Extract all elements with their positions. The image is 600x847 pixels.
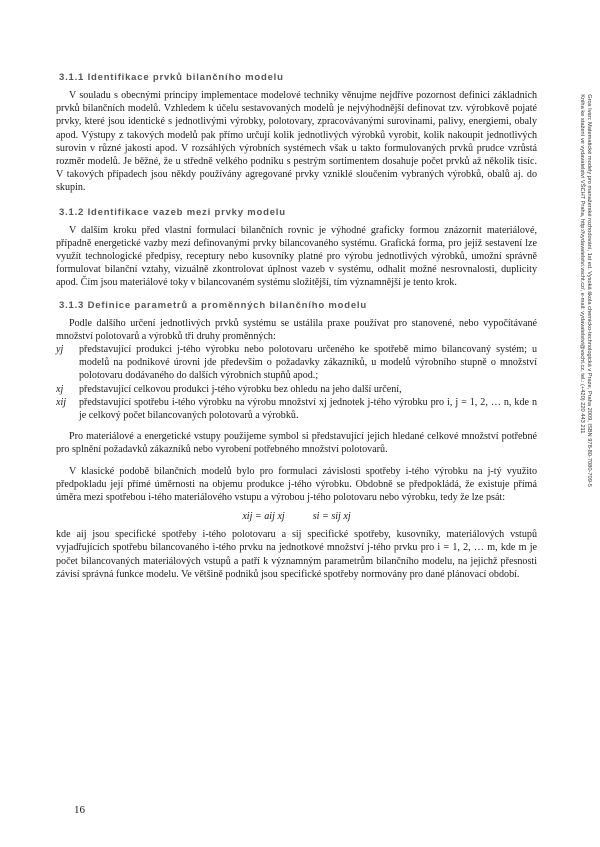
equation-xij: xij = aij xj [242, 511, 285, 523]
section-heading-3-1-3: 3.1.3 Definice parametrů a proměnných bilančního modelu [59, 299, 367, 311]
section-heading-3-1-2: 3.1.2 Identifikace vazeb mezi prvky modelu [59, 206, 286, 218]
definition-row [56, 383, 537, 396]
material-inputs-paragraph: Pro materiálové a energetické vstupy použijeme symbol si představující jejich hledané celkové množství potřebné pro splnění požadavků zákazníků nebo vyrobení potřebného množství polotovarů. [56, 431, 537, 456]
text-column [56, 72, 537, 581]
side-note-download: Kniha ke stažení ve vydavatelství VŠCHT Praha, http://vydavatelstvi.vscht.cz/, e-mail: vydavatelstvi@vscht.cz, tel.: (+420) 220 443 211 [579, 94, 585, 434]
side-note-citation: Gros Ivan: Matematické modely pro manažerské rozhodování, 1st ed. Vysoká škola chemicko-technologická v Praze, Praha 2009, ISBN 978-80-7080-709-5 [586, 94, 593, 487]
definition-row [56, 343, 537, 383]
section-heading-3-1-1: 3.1.1 Identifikace prvků bilančního modelu [59, 72, 284, 83]
definition-text: představující spotřebu i-tého výrobku na výrobu množství xj jednotek j-tého výrobku pro i, j = 1, 2, … n, kde n je celkový počet bilancovaných polotovarů a výrobků. [79, 396, 537, 422]
proportionality-paragraph: V klasické podobě bilančních modelů bylo pro formulaci závislosti spotřeby i-tého výrobku na j-tý využito předpokladu její přímé úměrnosti na objemu produkce j-tého výrobku. Obdobně se předpokládá, že existuje přímá úměra mezi spotřebou i-tého materiálového vstupu a výrobou j-tého polotovaru nebo výrobku, tedy že lze psát: [56, 465, 537, 504]
section-3-1-2-paragraph: V dalším kroku před vlastní formulací bilančních rovnic je výhodné graficky formou znázornit materiálové, případně energetické vazby mezi definovanými prvky bilancovaného systému. Grafická forma, pro jejíž sestavení lze využít technologické předpisy, receptury nebo kusovníky platné pro výrobu jednotlivých výrobků, umožní správně formulovat bilanční vztahy, vizuálně zkontrolovat úplnost vazeb v systému, odhalit možné nesrovnalosti, duplicity apod. Čím jsou materiálové toky v bilancovaném systému složitější, tím významnější je tento krok. [56, 224, 537, 289]
equation-si: si = sij xj [312, 511, 351, 523]
equations [56, 510, 537, 524]
page-number: 16 [74, 804, 85, 816]
definition-row [56, 396, 537, 422]
variable-definitions [56, 343, 537, 422]
section-3-1-3-intro: Podle dalšího určení jednotlivých prvků systému se ustálila praxe používat pro stanovené, nebo vypočítávané množství polotovarů a výrobků tři druhy proměnných: [56, 317, 537, 342]
definition-term: xj [56, 383, 64, 395]
section-3-1-1-paragraph: V souladu s obecnými principy implementace modelové techniky věnujme nejdříve pozornost definici základních prvků bilančních modelů. Vzhledem k účelu sestavovaných modelů je nejvýhodnější definovat tzv. výrobkově pojaté prvky, které jsou identické s jednotlivými výrobky, polotovary, zpracovávanými surovinami, palivy, energiemi, obaly apod. Výstupy z takových modelů pak přímo určují kolik jednotlivých výrobků vyrobit, kolik nakoupit jednotlivých surovin v různé jakosti apod. V rozsáhlých výrobních systémech však u takto formulovaných prvků prudce vzrůstá rozměr modelů. Je běžné, že u středně velkého podniku s pestrým sortimentem dosahuje počet prvků až několik tisíc. V takových případech jsou někdy používány agregované prvky vzniklé sloučením vybraných výrobků, obalů aj. do skupin. [56, 90, 537, 194]
definition-text: představující produkci j-tého výrobku nebo polotovaru určeného ke spotřebě mimo bilancovaný systém; u modelů na podnikové úrovni jde především o požadavky zákazníků, u modelů výrobního stupně o množství polotovaru dodávaného do dalších výrobních stupňů apod.; [79, 344, 537, 382]
coefficients-paragraph: kde aij jsou specifické spotřeby i-tého polotovaru a sij specifické spotřeby, kusovníky, materiálových vstupů vyjadřujících spotřebu bilancovaného i-tého prvku na jednotkové množství j-tého prvku pro i = 1, 2, … m, kde m je počet bilancovaných materiálových vstupů a patří k významným parametrům bilančního modelu, na jejichž přesnosti závisí správná funkce modelu. Ve většině podniků jsou specifické spotřeby normovány pro dané plánovací období. [56, 529, 537, 580]
definition-term: xij [56, 396, 67, 408]
side-note [576, 92, 593, 592]
definition-term: yj [56, 344, 64, 356]
definition-text: představující celkovou produkci j-tého výrobku bez ohledu na jeho další určení, [79, 383, 402, 395]
